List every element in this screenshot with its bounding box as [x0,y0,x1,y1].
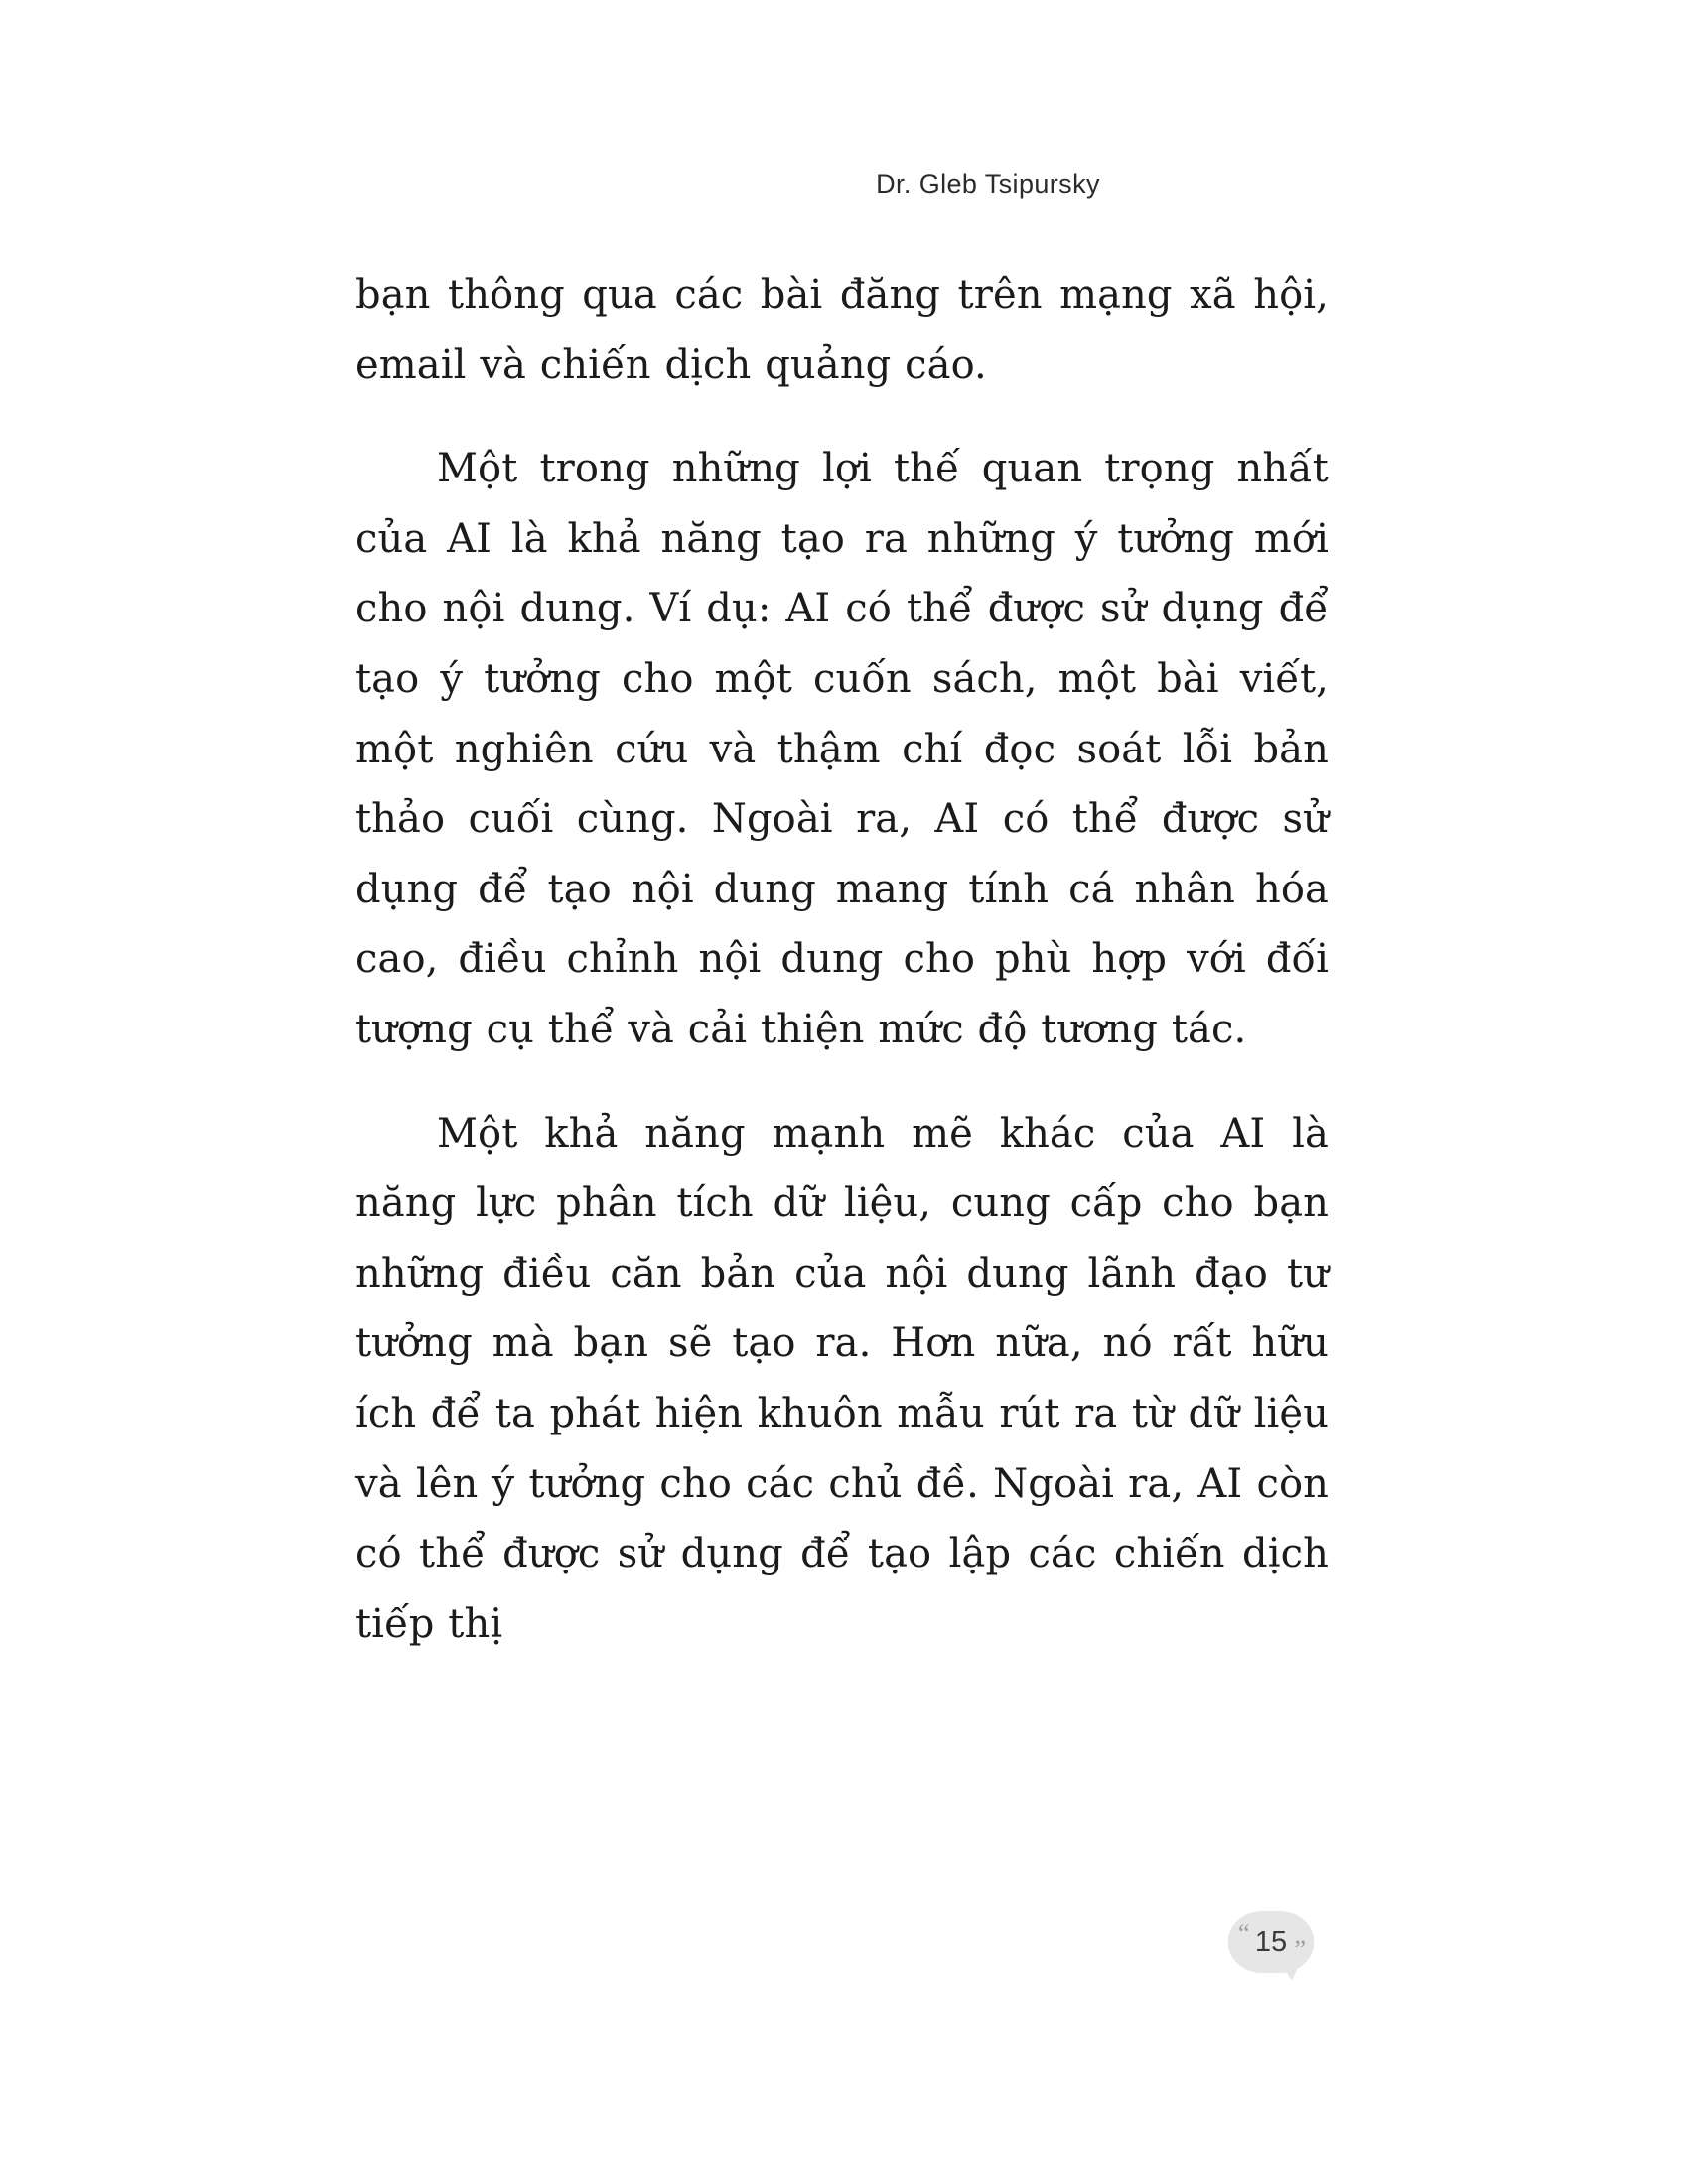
running-head-author: Dr. Gleb Tsipursky [876,169,1100,199]
paragraph-2: Một trong những lợi thế quan trọng nhất của AI là khả năng tạo ra những ý tưởng mới cho nội dung. Ví dụ: AI có thể được sử dụng để tạo ý tưởng cho một cuốn sách, một bài viết, một nghiên cứu và thậm chí đọc soát lỗi bản thảo cuối cùng. Ngoài ra, AI có thể được sử dụng để tạo nội dung mang tính cá nhân hóa cao, điều chỉnh nội dung cho phù hợp với đối tượng cụ thể và cải thiện mức độ tương tác. [355,446,1329,1052]
body-text [355,260,1329,1659]
paragraph-1: bạn thông qua các bài đăng trên mạng xã hội, email và chiến dịch quảng cáo. [355,272,1329,388]
page-number: 15 [1254,1926,1288,1958]
quote-close-icon: ” [1294,1935,1306,1964]
quote-open-icon: “ [1238,1919,1250,1948]
running-head [0,169,1688,200]
paragraph-3: Một khả năng mạnh mẽ khác của AI là năng lực phân tích dữ liệu, cung cấp cho bạn những điều căn bản của nội dung lãnh đạo tư tưởng mà bạn sẽ tạo ra. Hơn nữa, nó rất hữu ích để ta phát hiện khuôn mẫu rút ra từ dữ liệu và lên ý tưởng cho các chủ đề. Ngoài ra, AI còn có thể được sử dụng để tạo lập các chiến dịch tiếp thị [355,1110,1329,1647]
page-number-badge [1228,1911,1314,1979]
